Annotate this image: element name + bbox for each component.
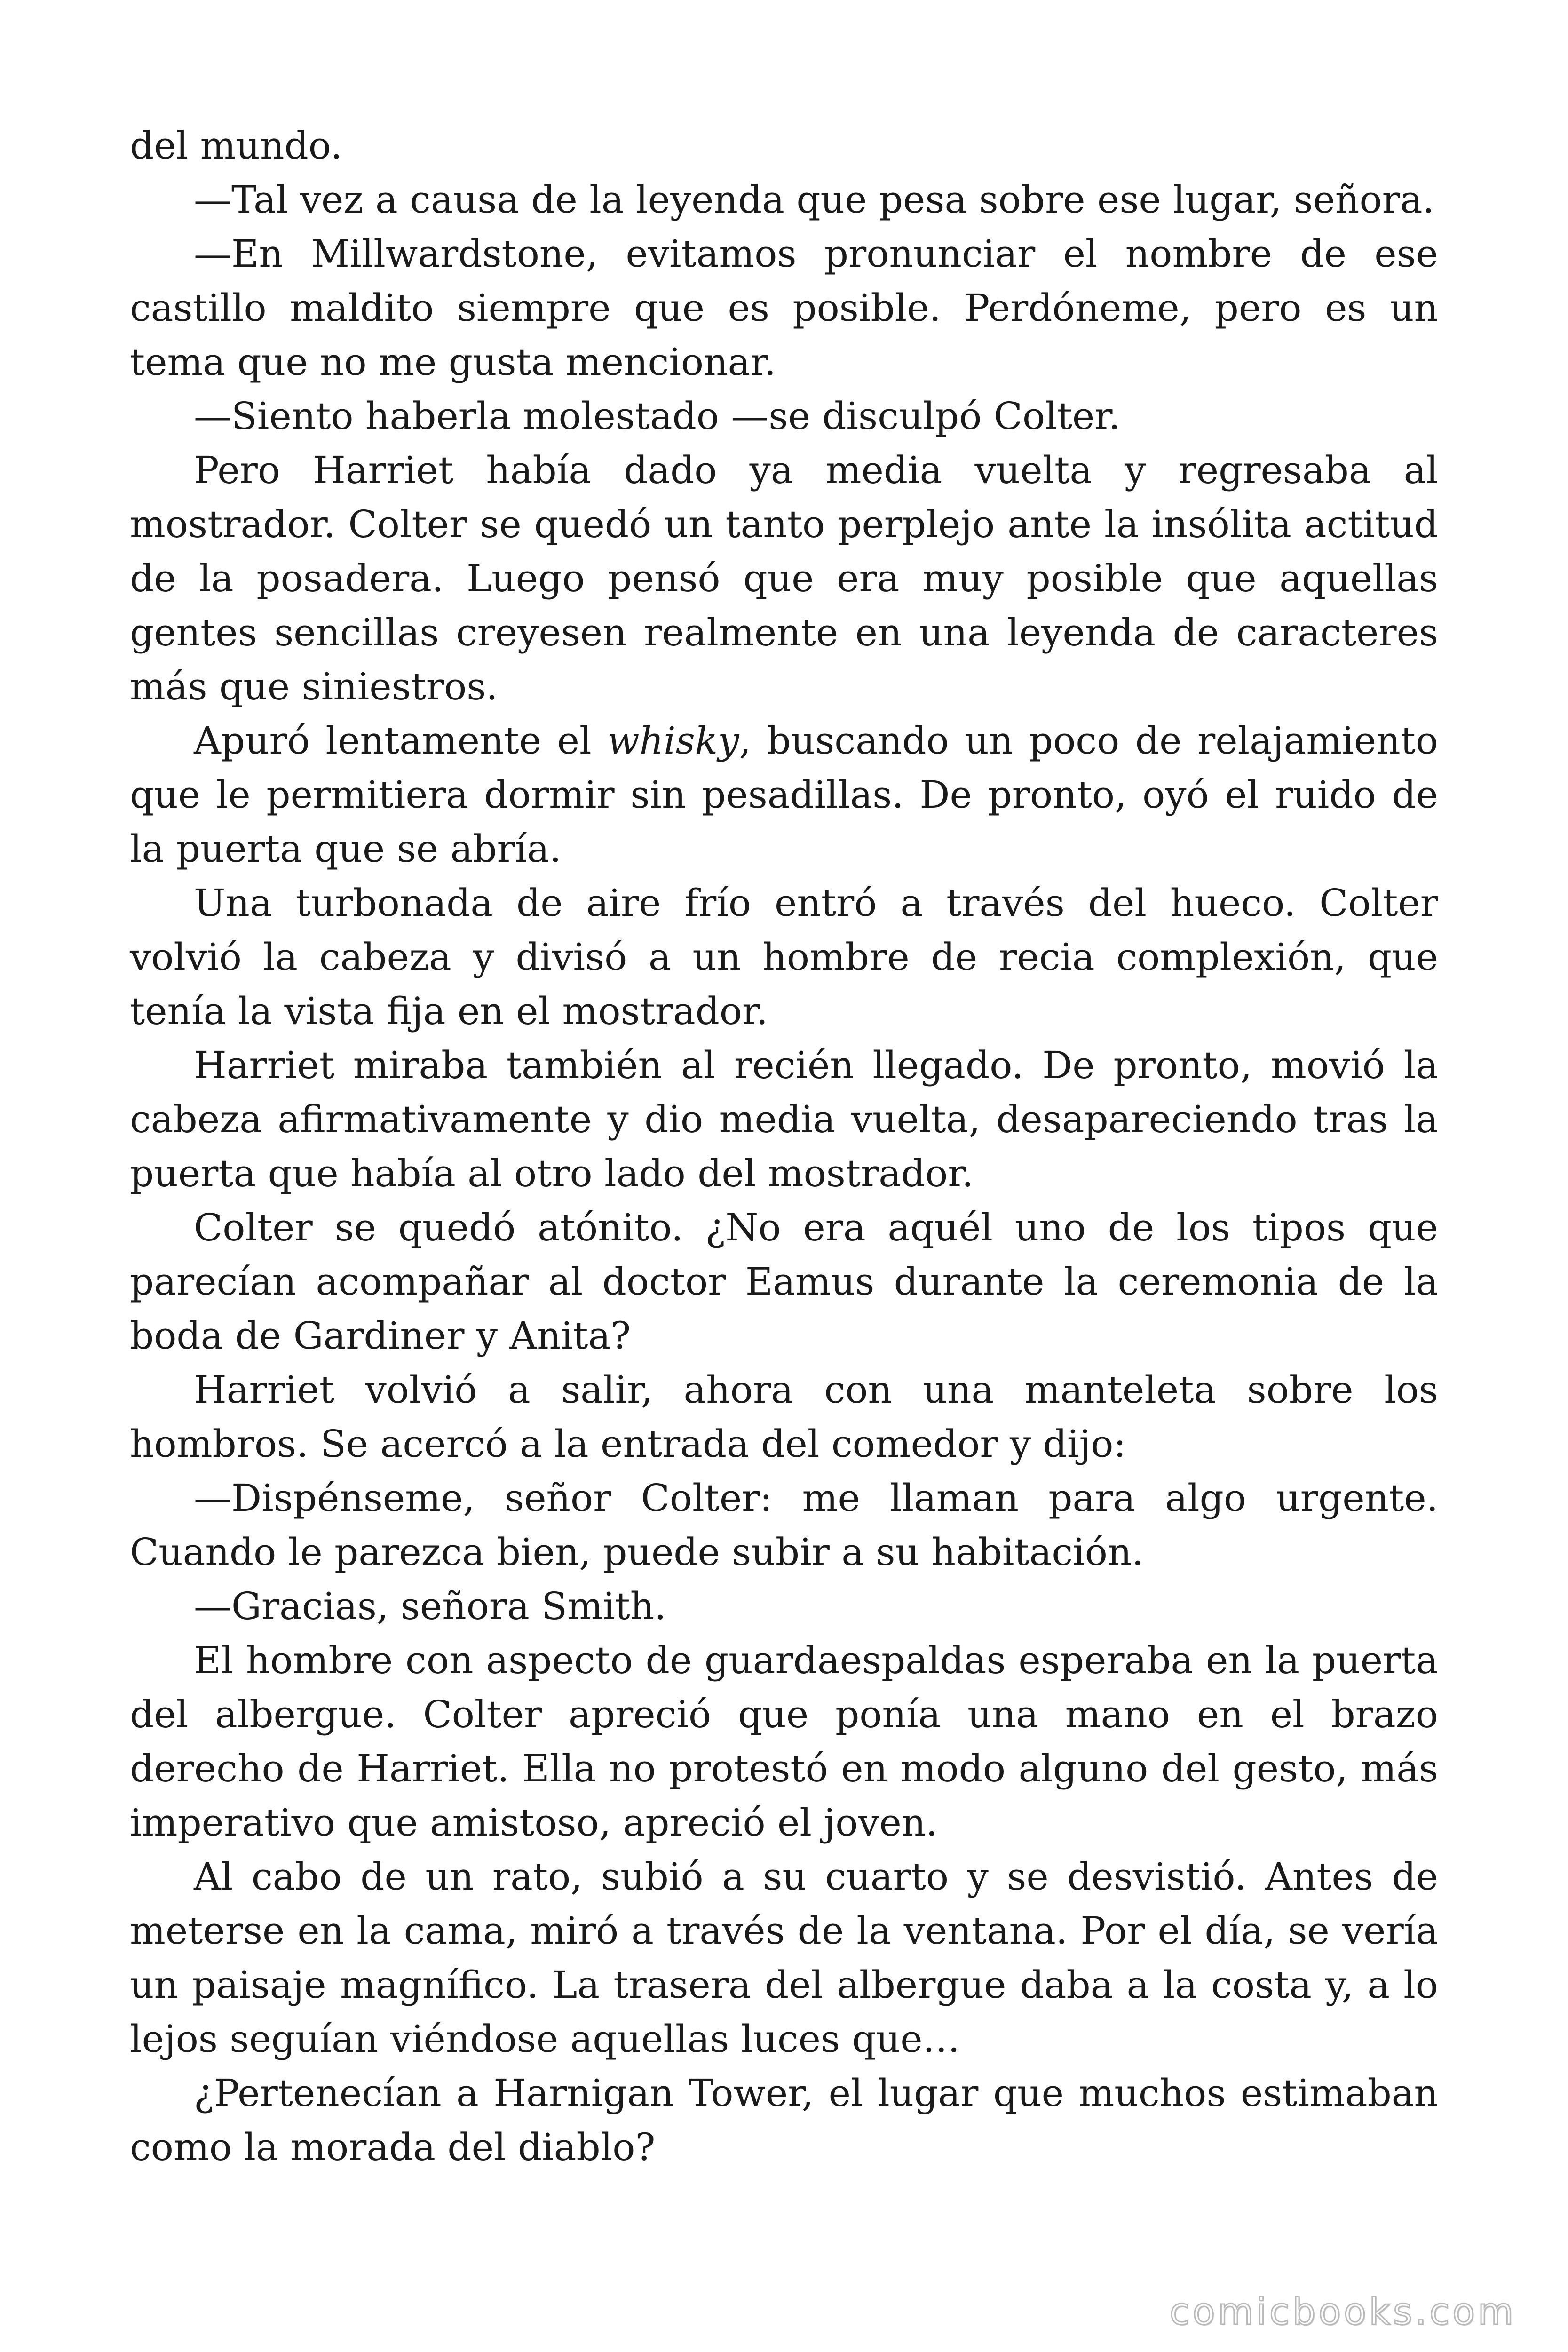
- paragraph: del mundo.: [130, 124, 342, 167]
- paragraph: —Siento haberla molestado —se disculpó Colter.: [194, 394, 1121, 438]
- paragraph: Una turbonada de aire frío entró a través del hueco. Colter volvió la cabeza y divisó a un hombre de recia complexión, que tenía la vista fija en el mostrador.: [130, 881, 1438, 1033]
- paragraph: —Tal vez a causa de la leyenda que pesa sobre ese lugar, señora.: [194, 178, 1434, 222]
- paragraph: Al cabo de un rato, subió a su cuarto y se desvistió. Antes de meterse en la cama, miró a través de la ventana. Por el día, se vería un paisaje magnífico. La trasera del albergue daba a la costa y, a lo lejos seguían viéndose aquellas luces que…: [130, 1855, 1438, 2061]
- paragraph: [130, 714, 1438, 876]
- book-page-text: [130, 119, 1438, 2174]
- paragraph: Pero Harriet había dado ya media vuelta y regresaba al mostrador. Colter se quedó un tanto perplejo ante la insólita actitud de la posadera. Luego pensó que era muy posible que aquellas gentes sencillas creyesen realmente en una leyenda de caracteres más que siniestros.: [130, 448, 1438, 708]
- paragraph: Harriet volvió a salir, ahora con una manteleta sobre los hombros. Se acercó a la entrada del comedor y dijo:: [130, 1368, 1438, 1466]
- paragraph: —Dispénseme, señor Colter: me llaman para algo urgente. Cuando le parezca bien, puede subir a su habitación.: [130, 1476, 1438, 1574]
- paragraph: Harriet miraba también al recién llegado. De pronto, movió la cabeza afirmativamente y dio media vuelta, desapareciendo tras la puerta que había al otro lado del mostrador.: [130, 1043, 1438, 1195]
- paragraph: ¿Pertenecían a Harnigan Tower, el lugar que muchos estimaban como la morada del diablo?: [130, 2071, 1438, 2169]
- paragraph-text-after: , buscando un poco de relajamiento que le permitiera dormir sin pesadillas. De pronto, oyó el ruido de la puerta que se abría.: [130, 719, 1439, 871]
- watermark: comicbooks.com: [1169, 2291, 1516, 2333]
- paragraph: Colter se quedó atónito. ¿No era aquél uno de los tipos que parecían acompañar al doctor Eamus durante la ceremonia de la boda de Gardiner y Anita?: [130, 1206, 1438, 1358]
- paragraph: El hombre con aspecto de guardaespaldas esperaba en la puerta del albergue. Colter apreció que ponía una mano en el brazo derecho de Harriet. Ella no protestó en modo alguno del gesto, más imperativo que amistoso, apreció el joven.: [130, 1638, 1438, 1844]
- paragraph-text-before: Apuró lentamente el: [194, 719, 608, 763]
- italic-word: whisky: [607, 719, 739, 763]
- paragraph: —Gracias, señora Smith.: [194, 1584, 666, 1628]
- paragraph: —En Millwardstone, evitamos pronunciar el nombre de ese castillo maldito siempre que es posible. Perdóneme, pero es un tema que no me gusta mencionar.: [130, 232, 1438, 384]
